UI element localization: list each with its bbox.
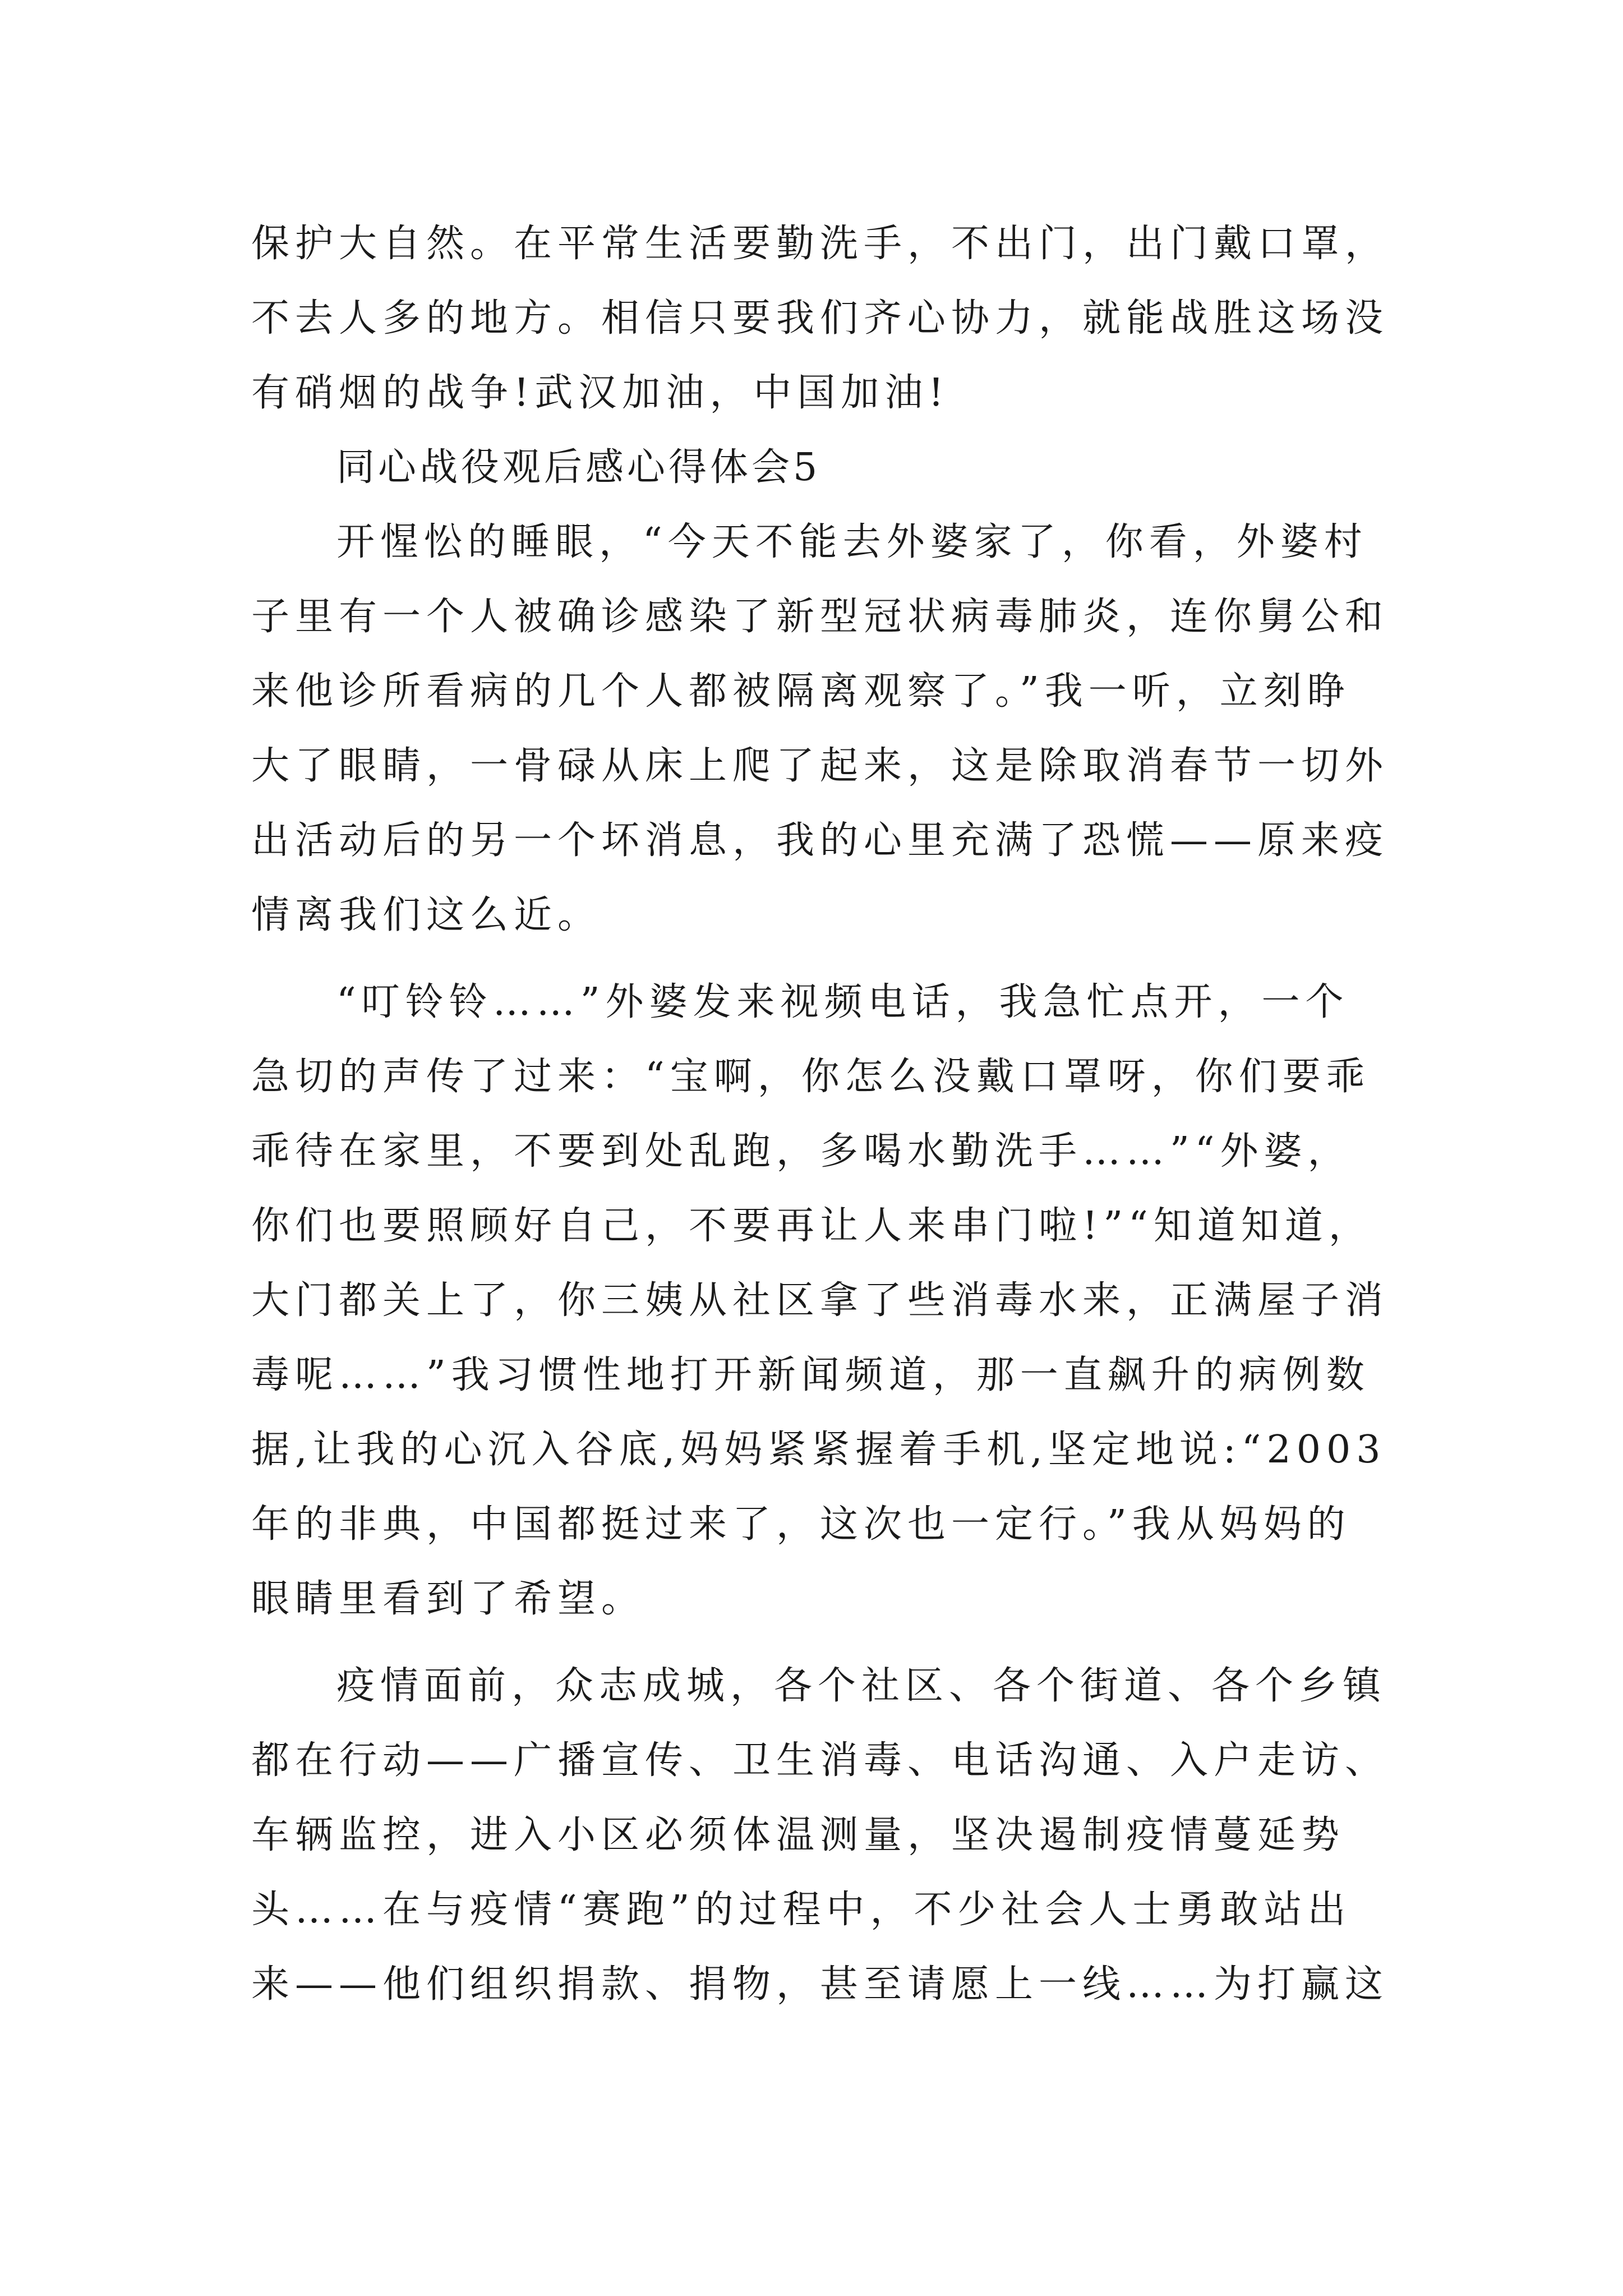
text-line: 都在行动——广播宣传、卫生消毒、电话沟通、入户走访、	[251, 1738, 1389, 1783]
text-line: 大了眼睛，一骨碌从床上爬了起来，这是除取消春节一切外	[251, 744, 1389, 788]
text-line: “叮铃铃……”外婆发来视频电话，我急忙点开，一个	[336, 980, 1349, 1024]
text-line: 车辆监控，进入小区必须体温测量，坚决遏制疫情蔓延势	[251, 1813, 1345, 1857]
text-line: 毒呢……”我习惯性地打开新闻频道，那一直飙升的病例数	[251, 1353, 1370, 1397]
text-line: 来他诊所看病的几个人都被隔离观察了。”我一听，立刻睁	[251, 669, 1351, 714]
text-line: 急切的声传了过来：“宝啊，你怎么没戴口罩呀，你们要乖	[251, 1055, 1370, 1099]
text-line: 子里有一个人被确诊感染了新型冠状病毒肺炎，连你舅公和	[251, 595, 1389, 639]
text-line: 有硝烟的战争!武汉加油，中国加油!	[251, 371, 949, 415]
text-line: 乖待在家里，不要到处乱跑，多喝水勤洗手……”“外婆，	[251, 1129, 1352, 1174]
text-line: 来——他们组织捐款、捐物，甚至请愿上一线……为打赢这	[251, 1962, 1389, 2007]
section-heading: 同心战役观后感心得体会5	[336, 445, 821, 490]
text-line: 眼睛里看到了希望。	[251, 1577, 645, 1621]
text-line: 不去人多的地方。相信只要我们齐心协力，就能战胜这场没	[251, 296, 1389, 341]
text-line: 出活动后的另一个坏消息，我的心里充满了恐慌——原来疫	[251, 818, 1389, 863]
text-line: 开惺忪的睡眼，“今天不能去外婆家了，你看，外婆村	[336, 520, 1368, 564]
text-line: 头……在与疫情“赛跑”的过程中，不少社会人士勇敢站出	[251, 1888, 1352, 1932]
text-line: 你们也要照顾好自己，不要再让人来串门啦!”“知道知道，	[251, 1204, 1372, 1248]
text-line: 情离我们这么近。	[251, 893, 602, 937]
text-line: 年的非典，中国都挺过来了，这次也一定行。”我从妈妈的	[251, 1502, 1351, 1547]
text-line: 大门都关上了，你三姨从社区拿了些消毒水来，正满屋子消	[251, 1278, 1389, 1323]
text-line: 疫情面前，众志成城，各个社区、各个街道、各个乡镇	[336, 1664, 1387, 1708]
text-line: 据,让我的心沉入谷底,妈妈紧紧握着手机,坚定地说:“2003	[251, 1428, 1386, 1472]
text-line: 保护大自然。在平常生活要勤洗手，不出门，出门戴口罩，	[251, 222, 1389, 266]
